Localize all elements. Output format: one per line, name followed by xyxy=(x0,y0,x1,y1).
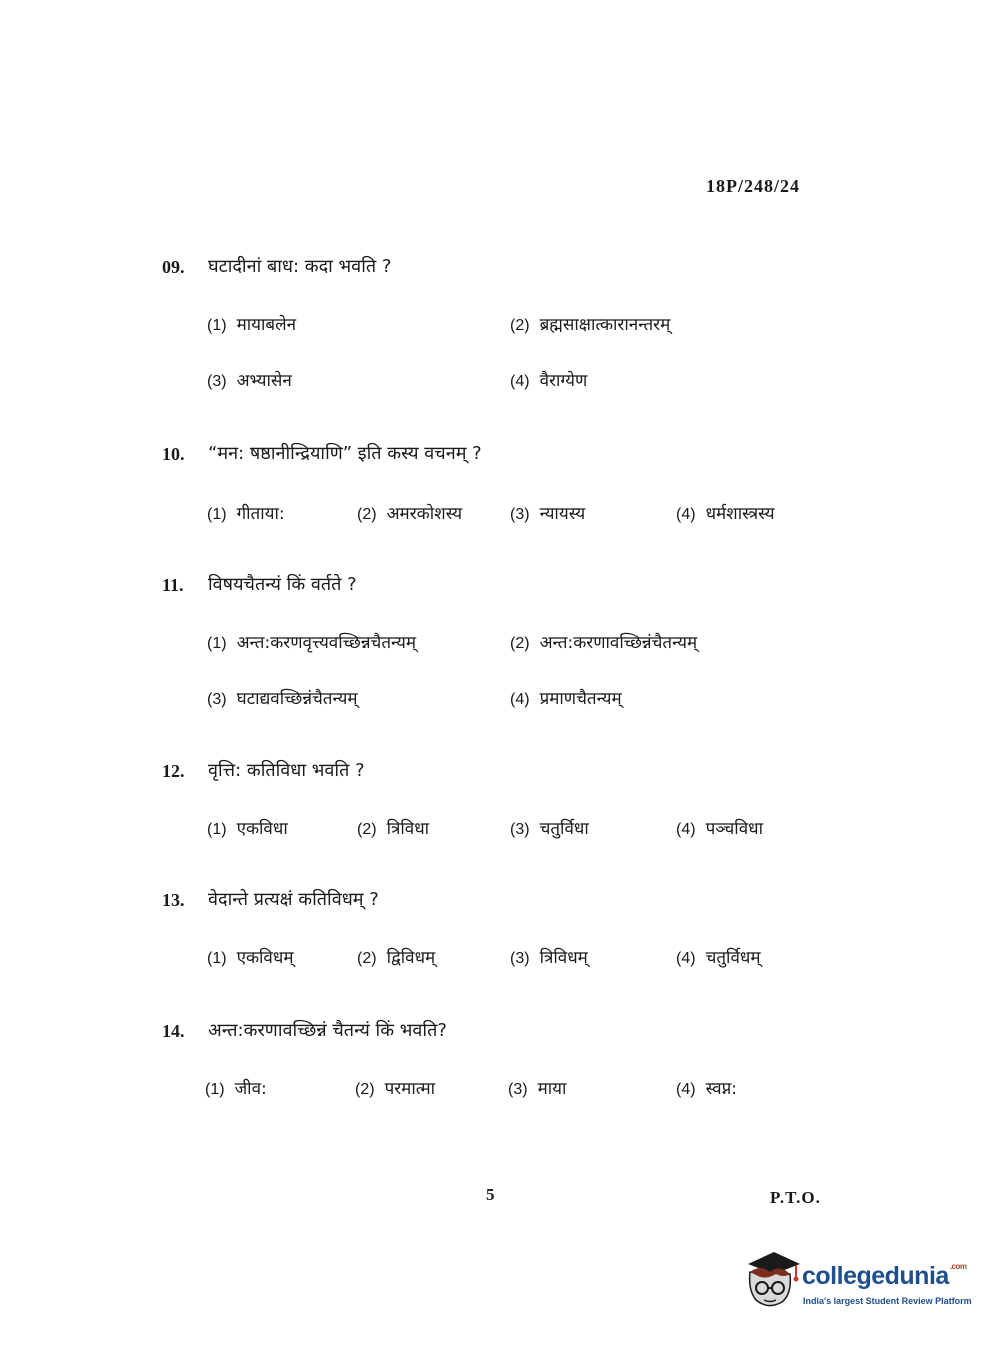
mascot-icon xyxy=(740,1250,802,1312)
question-10 xyxy=(162,441,862,524)
option-4: (4) पञ्चविधा xyxy=(676,819,764,839)
option-2: (2) ब्रह्मसाक्षात्कारानन्तरम् xyxy=(510,315,671,335)
collegedunia-logo xyxy=(740,1250,980,1320)
option-4: (4) प्रमाणचैतन्यम् xyxy=(510,689,622,709)
option-1: (1) मायाबलेन xyxy=(207,315,297,335)
option-3: (3) त्रिविधम् xyxy=(510,948,588,968)
question-number: 11. xyxy=(162,575,184,595)
question-text: विषयचैतन्यं किं वर्तते ? xyxy=(208,574,357,595)
option-1: (1) एकविधम् xyxy=(207,948,294,968)
brand-name: collegedunia$^{.com}$ xyxy=(802,1262,967,1290)
question-text: वृत्ति: कतिविधा भवति ? xyxy=(208,760,365,781)
option-2: (2) अन्त:करणावच्छिन्नंचैतन्यम् xyxy=(510,633,698,653)
brand-tagline: India's largest Student Review Platform xyxy=(803,1296,972,1306)
option-2: (2) अमरकोशस्य xyxy=(357,504,463,524)
option-2: (2) त्रिविधा xyxy=(357,819,430,839)
question-14 xyxy=(162,1018,862,1099)
option-4: (4) वैराग्येण xyxy=(510,371,588,391)
option-3: (3) अभ्यासेन xyxy=(207,371,292,391)
question-text: घटादीनां बाध: कदा भवति ? xyxy=(208,256,392,277)
question-text: “मन: षष्ठानीन्द्रियाणि” इति कस्य वचनम् ? xyxy=(208,443,482,464)
option-2: (2) द्विविधम् xyxy=(357,948,436,968)
question-09 xyxy=(162,254,862,391)
pto-label: P.T.O. xyxy=(770,1188,821,1207)
question-number: 12. xyxy=(162,761,185,781)
option-3: (3) घटाद्यवच्छिन्नंचैतन्यम् xyxy=(207,689,358,709)
option-4: (4) स्वप्न: xyxy=(676,1079,738,1099)
option-3: (3) माया xyxy=(508,1079,567,1099)
option-1: (1) जीव: xyxy=(205,1079,267,1099)
option-3: (3) न्यायस्य xyxy=(510,504,586,524)
option-3: (3) चतुर्विधा xyxy=(510,819,589,839)
page-number: 5 xyxy=(486,1185,495,1204)
option-4: (4) धर्मशास्त्रस्य xyxy=(676,504,775,524)
option-1: (1) एकविधा xyxy=(207,819,288,839)
question-number: 13. xyxy=(162,890,185,910)
question-text: वेदान्ते प्रत्यक्षं कतिविधम् ? xyxy=(208,889,379,910)
question-12 xyxy=(162,758,862,839)
question-text: अन्त:करणावच्छिन्नं चैतन्यं किं भवति? xyxy=(208,1020,447,1041)
question-number: 14. xyxy=(162,1021,185,1041)
question-13 xyxy=(162,887,862,968)
question-number: 10. xyxy=(162,444,185,464)
paper-code: 18P/248/24 xyxy=(706,176,800,196)
question-number: 09. xyxy=(162,257,185,277)
option-4: (4) चतुर्विधम् xyxy=(676,948,761,968)
question-11 xyxy=(162,572,862,709)
option-1: (1) अन्त:करणवृत्त्यवच्छिन्नचैतन्यम् xyxy=(207,633,417,653)
option-1: (1) गीताया: xyxy=(207,504,285,524)
option-2: (2) परमात्मा xyxy=(355,1079,436,1099)
